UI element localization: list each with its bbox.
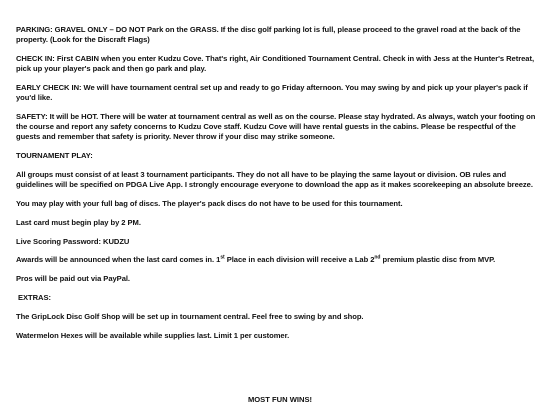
awards-text-before: Awards will be announced when the last card comes in. 1 bbox=[16, 255, 221, 265]
tournament-play-heading: TOURNAMENT PLAY: bbox=[16, 151, 93, 161]
discs-paragraph: You may play with your full bag of discs. The player's pack discs do not have to be used for this tournament. bbox=[16, 199, 403, 208]
last-card-paragraph: Last card must begin play by 2 PM. bbox=[16, 217, 141, 227]
groups-paragraph: All groups must consist of at least 3 tournament participants. They do not all have to be playing the same layout or division. OB rules and guidelines will be specified on PDGA Live App. I strongly encourage everyone to download the app as it makes scorekeeping an absolute breeze. bbox=[16, 170, 533, 190]
parking-paragraph: PARKING: GRAVEL ONLY – DO NOT Park on the GRASS. If the disc golf parking lot is full, please proceed to the gravel road at the back of the property. (Look for the Discraft Flags) bbox=[16, 25, 521, 45]
document-body bbox=[16, 25, 542, 349]
closing-line: MOST FUN WINS! bbox=[247, 395, 313, 404]
awards-text-middle: Place in each division will receive a Lab 2 bbox=[224, 255, 375, 265]
griplock-paragraph: The GripLock Disc Golf Shop will be set up in tournament central. Feel free to swing by and shop. bbox=[16, 311, 364, 321]
payout-paragraph: Pros will be paid out via PayPal. bbox=[16, 274, 130, 284]
safety-paragraph: SAFETY: It will be HOT. There will be water at tournament central as well as on the course. Please stay hydrated. As always, watch your footing on the course and report any safety concerns to Kudzu Cove staff. Kudzu Cove will have rental guests in the cabins. Please be respectful of the guests and remember that safety is priority. Never throw if your disc may strike someone. bbox=[16, 112, 536, 142]
awards-text-after: premium plastic disc from MVP. bbox=[380, 255, 496, 265]
check-in-paragraph: CHECK IN: First CABIN when you enter Kudzu Cove. That's right, Air Conditioned Tournament Central. Check in with Jess at the Hunter's Retreat, pick up your player's pack and then go park and play. bbox=[16, 54, 535, 74]
early-check-in-paragraph: EARLY CHECK IN: We will have tournament central set up and ready to go Friday afternoon. You may swing by and pick up your player's pack if you'd like. bbox=[16, 83, 528, 103]
awards-sup-first: st bbox=[220, 254, 225, 261]
watermelon-paragraph: Watermelon Hexes will be available while supplies last. Limit 1 per customer. bbox=[16, 330, 290, 340]
live-scoring-paragraph: Live Scoring Password: KUDZU bbox=[16, 236, 130, 246]
extras-heading: EXTRAS: bbox=[18, 292, 51, 302]
awards-paragraph bbox=[16, 255, 542, 265]
awards-sup-second: nd bbox=[374, 254, 381, 261]
